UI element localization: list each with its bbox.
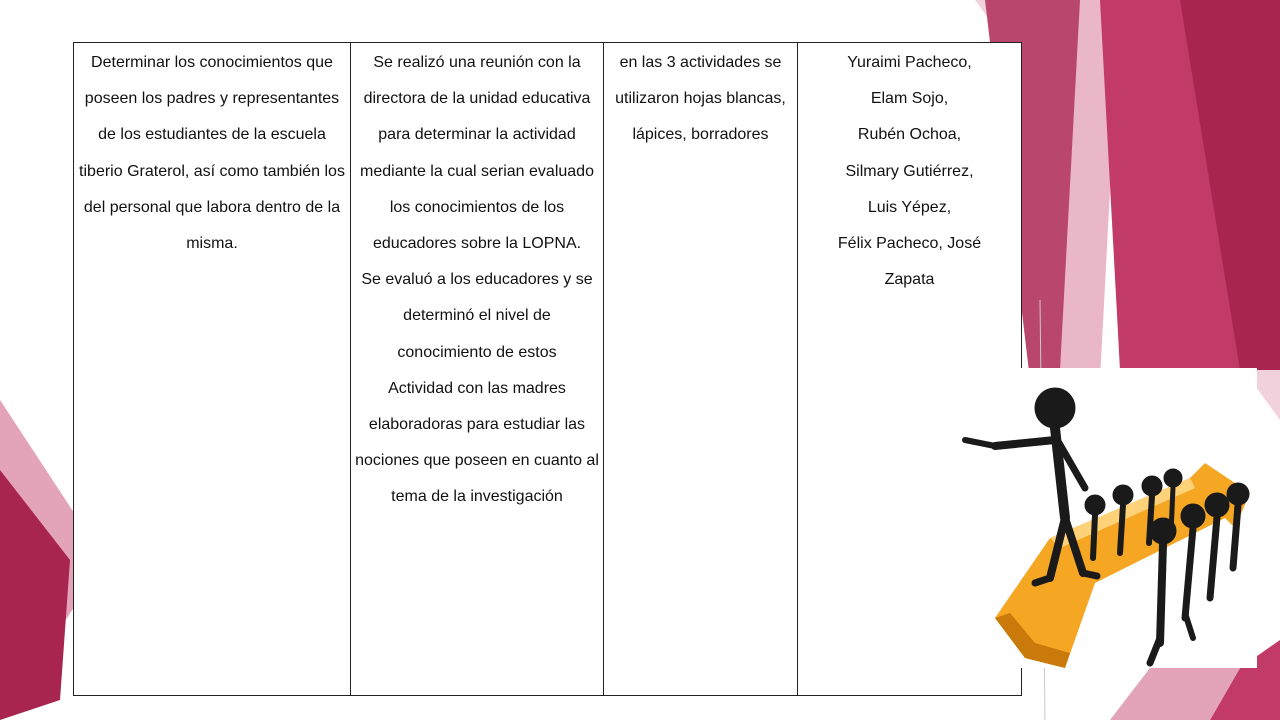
responsible-4: Silmary Gutiérrez,	[845, 162, 974, 180]
responsible-2: Elam Sojo,	[870, 90, 949, 108]
activity-text-3: Actividad con las madres elaboradoras para estudiar las nociones que poseen en cuanto al tema de la investigación	[355, 379, 599, 506]
responsible-1: Yuraimi Pacheco,	[847, 54, 972, 71]
resources-text: en las 3 actividades se utilizaron hojas blancas, lápices, borradores	[615, 54, 786, 144]
responsible-3: Rubén Ochoa,	[857, 126, 962, 144]
leader-figure	[965, 388, 1097, 583]
activities-table	[73, 42, 1022, 696]
leader-illustration	[955, 368, 1257, 668]
table-column-activities	[351, 43, 604, 695]
responsible-6: Félix Pacheco, José Zapata	[837, 235, 982, 289]
objective-text: Determinar los conocimientos que poseen los padres y representantes de los estudiantes de la escuela tiberio Graterol, así como también los del personal que labora dentro de la misma.	[79, 54, 345, 253]
table-column-resources	[604, 43, 798, 695]
activity-text-2: Se evaluó a los educadores y se determinó el nivel de conocimiento de estos	[361, 271, 593, 361]
table-column-objective	[74, 43, 351, 695]
responsible-5: Luis Yépez,	[867, 198, 952, 216]
activity-text-1: Se realizó una reunión con la directora de la unidad educativa para determinar la actividad mediante la cual serian evaluado los conocimientos de los educadores sobre la LOPNA.	[360, 54, 594, 253]
leader-figure-icon	[955, 368, 1257, 668]
